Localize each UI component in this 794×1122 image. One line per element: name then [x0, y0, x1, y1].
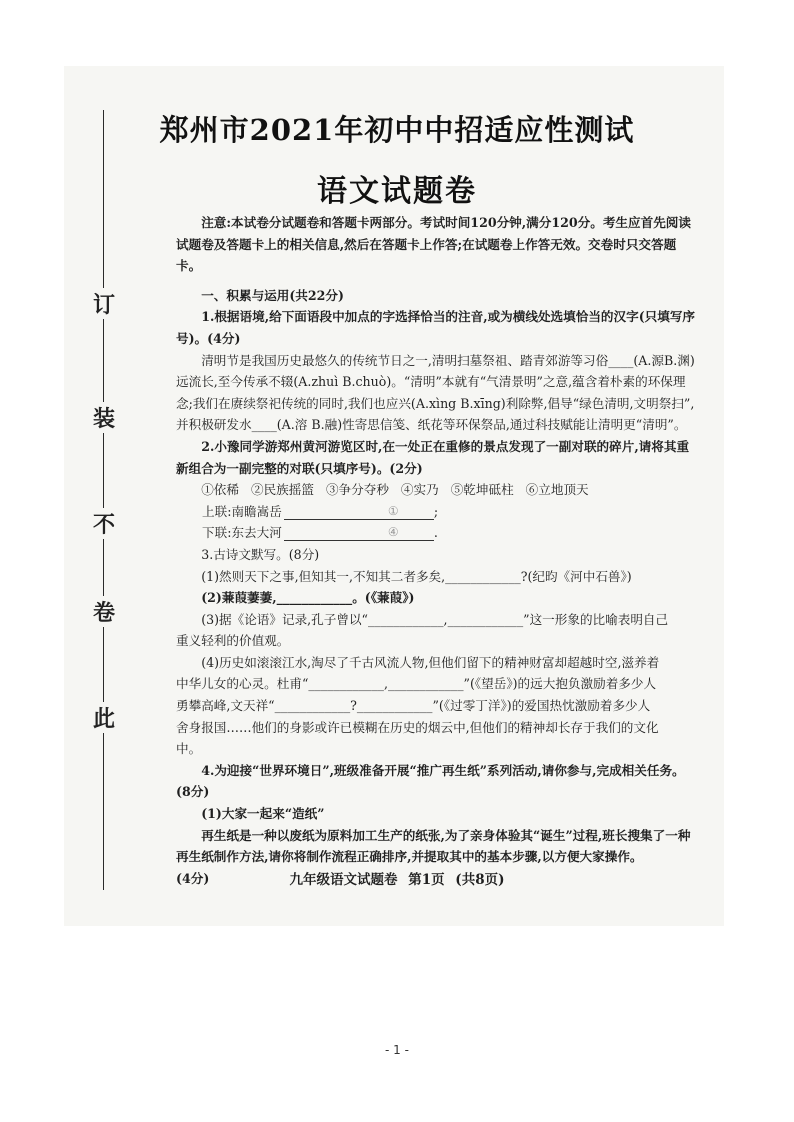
section-heading: 一、积累与运用(共22分): [201, 287, 344, 303]
question-3-line: 中。: [176, 741, 202, 757]
couplet-lower-blank[interactable]: [284, 526, 434, 541]
binding-char: 订: [91, 288, 117, 319]
binding-margin: [84, 110, 124, 890]
binding-char: 此: [91, 702, 117, 733]
question-4-subheading: (1)大家一起来“造纸”: [201, 806, 325, 822]
couplet-upper-number: ①: [387, 503, 399, 518]
binding-line: [103, 110, 104, 890]
question-4-paragraph: 再生纸是一种以废纸为原料加工生产的纸张,为了亲身体验其“诞生”过程,班长搜集了一种再生纸制作方法,请你将制作流程正确排序,并提取其中的基本步骤,以方便大家操作。: [176, 827, 691, 865]
couplet-lower: 下联:东去大河 ④ .: [176, 522, 696, 544]
binding-char: 不: [91, 508, 117, 539]
question-3-line: 重义轻利的价值观。: [176, 633, 290, 649]
question-3-line: (2)蒹葭萋萋,____________。(《蒹葭》): [201, 590, 415, 606]
question-2-stem: 2.小豫同学游郑州黄河游览区时,在一处正在重修的景点发现了一副对联的碎片,请将其重新组合为一副完整的对联(只填序号)。(2分): [176, 438, 690, 476]
page-subtitle: 语文试题卷: [317, 174, 477, 209]
question-1-passage: 清明节是我国历史最悠久的传统节日之一,清明扫墓祭祖、踏青郊游等习俗____(A.源B.渊)远流长,至今传承不辍(A.zhuì B.chuò)。“清明”本就有“气清景明”之意,蕴含着朴素的环保理念;我们在赓续祭祀传统的同时,我们也应兴(A.xìng B.xīng)利除弊,倡导“绿色清明,文明祭扫”,并积极研发水____(A.溶 B.融)性寄思信笺、纸花等环保祭品,通过科技赋能让清明更“清明”。: [176, 352, 695, 433]
question-4-score: (4分): [176, 870, 210, 886]
couplet-lower-label: 下联:: [202, 525, 232, 541]
question-3-stem: 3.古诗文默写。(8分): [201, 546, 320, 562]
page-title: 郑州市2021年初中中招适应性测试: [159, 113, 635, 147]
page-footer: 九年级语文试题卷 第1页 (共8页): [289, 872, 505, 888]
question-3-line: (4)历史如滚滚江水,淘尽了千古风流人物,但他们留下的精神财富却超越时空,滋养着: [201, 654, 660, 670]
question-3-line: 中华儿女的心灵。杜甫“____________,____________”(《望岳》)的远大抱负激励着多少人: [176, 676, 657, 692]
couplet-upper: 上联:南瞻嵩岳 ① ;: [176, 501, 696, 523]
exam-content: [176, 212, 696, 889]
couplet-upper-text: 南瞻嵩岳: [231, 503, 282, 519]
couplet-lower-number: ④: [387, 525, 399, 540]
couplet-upper-blank[interactable]: [284, 505, 434, 520]
binding-char: 卷: [91, 596, 117, 627]
page-number: - 1 -: [385, 1043, 409, 1057]
binding-char: 装: [91, 402, 117, 433]
question-3-line: (3)据《论语》记录,孔子曾以“____________,____________”这一形象的比喻表明自己: [201, 611, 669, 627]
couplet-lower-text: 东去大河: [231, 525, 282, 541]
couplet-upper-label: 上联:: [202, 503, 232, 519]
question-3-line: (1)然则天下之事,但知其一,不知其二者多矣,____________?(纪昀《河中石兽》): [201, 568, 632, 584]
question-3-line: 舍身报国……他们的身影或许已模糊在历史的烟云中,但他们的精神却长存于我们的文化: [176, 719, 659, 735]
question-3-line: 勇攀高峰,文天祥“____________?____________”(《过零丁洋》)的爱国热忱激励着多少人: [176, 698, 651, 714]
question-4-stem: 4.为迎接“世界环境日”,班级准备开展“推广再生纸”系列活动,请你参与,完成相关任务。(8分): [176, 762, 685, 800]
question-2-options: ①依稀 ②民族摇篮 ③争分夺秒 ④实乃 ⑤乾坤砥柱 ⑥立地顶天: [201, 482, 589, 498]
exam-notice: 注意:本试卷分试题卷和答题卡两部分。考试时间120分钟,满分120分。考生应首先阅读试题卷及答题卡上的相关信息,然后在答题卡上作答;在试题卷上作答无效。交卷时只交答题卡。: [176, 215, 691, 274]
question-1-stem: 1.根据语境,给下面语段中加点的字选择恰当的注音,或为横线处选填恰当的汉字(只填写序号)。(4分): [176, 309, 696, 346]
